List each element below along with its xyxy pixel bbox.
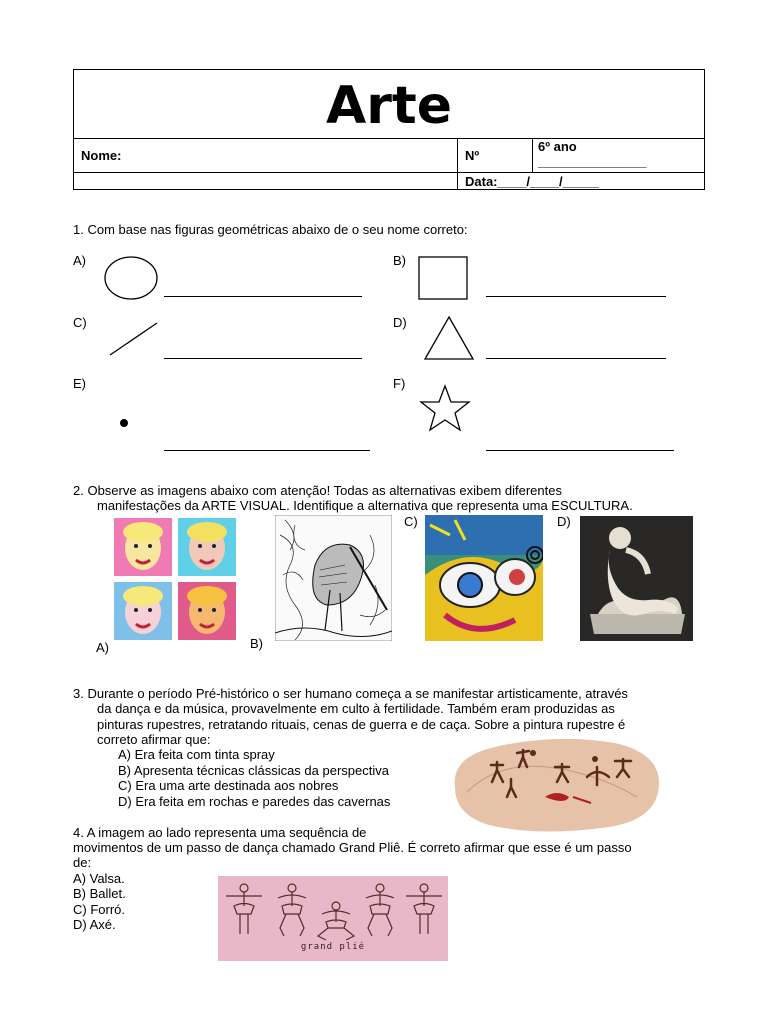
question-4-line-1: 4. A imagem ao lado representa uma sequência de	[73, 825, 367, 840]
ballet-plie-image	[218, 876, 448, 961]
point-icon	[116, 415, 132, 431]
triangle-icon	[420, 313, 478, 363]
question-4-option-c: C) Forró.	[73, 902, 125, 917]
question-4-line-3: de:	[73, 855, 92, 870]
answer-line	[486, 450, 674, 451]
option-letter: E)	[73, 376, 86, 391]
grade-blank: _______________	[538, 154, 647, 169]
question-3-option-a: A) Era feita com tinta spray	[118, 747, 275, 762]
graffiti-image	[425, 515, 543, 641]
option-letter: D)	[393, 315, 407, 330]
answer-line	[486, 358, 666, 359]
table-divider	[457, 172, 458, 190]
question-3-option-b: B) Apresenta técnicas clássicas da perspectiva	[118, 763, 389, 778]
star-icon	[418, 382, 474, 434]
grade-label: 6º ano	[538, 139, 577, 154]
answer-line	[164, 358, 362, 359]
line-icon	[104, 318, 162, 360]
question-4-option-d: D) Axé.	[73, 917, 116, 932]
question-3-line-4: correto afirmar que:	[97, 732, 211, 747]
option-letter: F)	[393, 376, 406, 391]
answer-line	[164, 450, 370, 451]
table-divider	[74, 138, 704, 139]
cave-painting-image	[447, 737, 663, 835]
option-letter: D)	[557, 514, 571, 529]
pop-art-image	[114, 518, 238, 642]
name-field-label: Nome:	[81, 148, 122, 163]
question-4-option-a: A) Valsa.	[73, 871, 125, 886]
question-3-option-c: C) Era uma arte destinada aos nobres	[118, 778, 339, 793]
option-letter: A)	[73, 253, 86, 268]
question-3-option-d: D) Era feita em rochas e paredes das cavernas	[118, 794, 391, 809]
header-table	[73, 69, 705, 190]
question-4-option-b: B) Ballet.	[73, 886, 126, 901]
option-letter: B)	[393, 253, 406, 268]
answer-line	[164, 296, 362, 297]
question-2-line-2: manifestações da ARTE VISUAL. Identifique a alternativa que representa uma ESCULTURA.	[97, 498, 633, 513]
option-letter: A)	[96, 640, 109, 655]
option-letter: B)	[250, 636, 263, 651]
sculpture-image	[580, 516, 693, 641]
question-1-prompt: 1. Com base nas figuras geométricas abaixo de o seu nome correto:	[73, 222, 468, 237]
question-4-line-2: movimentos de um passo de dança chamado Grand Pliê. É correto afirmar que esse é um passo	[73, 840, 632, 855]
square-icon	[415, 253, 473, 303]
question-3-line-3: pinturas rupestres, retratando rituais, cenas de guerra e de caça. Sobre a pintura rupestre é	[97, 717, 626, 732]
ballet-caption: grand plié	[300, 942, 366, 952]
question-3-line-2: da dança e da música, provavelmente em culto à fertilidade. Também eram produzidas as	[97, 701, 615, 716]
option-letter: C)	[404, 514, 418, 529]
circle-icon	[100, 254, 162, 304]
number-field-label: Nº	[465, 148, 480, 163]
date-field-label: Data:____/____/_____	[465, 174, 599, 189]
question-3-line-1: 3. Durante o período Pré-histórico o ser humano começa a se manifestar artisticamente, através	[73, 686, 628, 701]
option-letter: C)	[73, 315, 87, 330]
table-divider	[457, 138, 458, 172]
table-divider	[532, 138, 533, 172]
answer-line	[486, 296, 666, 297]
engraving-image	[275, 515, 392, 641]
table-divider	[74, 172, 704, 173]
page-title: Arte	[325, 76, 452, 136]
question-2-line-1: 2. Observe as imagens abaixo com atenção! Todas as alternativas exibem diferentes	[73, 483, 562, 498]
